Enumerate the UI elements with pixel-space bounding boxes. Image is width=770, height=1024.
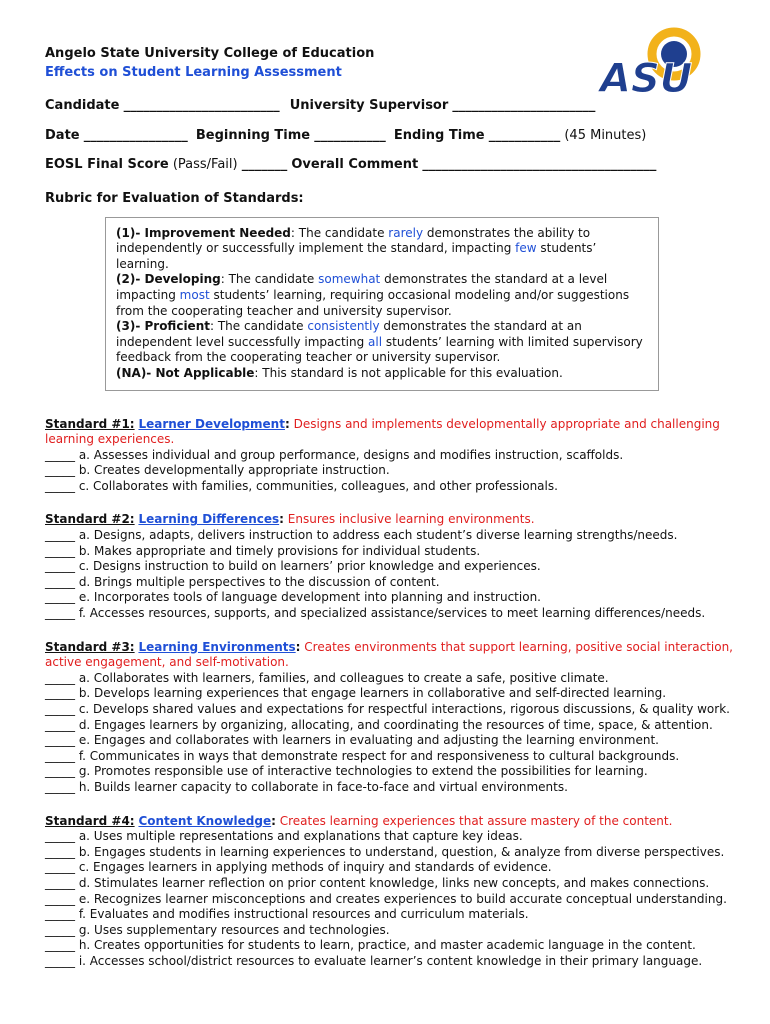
date-label: Date [45, 127, 80, 143]
standard-item[interactable]: _____ c. Develops shared values and expectations for respectful interactions, rigorous discussions, & quality work. [45, 702, 730, 716]
duration-note: (45 Minutes) [564, 127, 647, 143]
standard-item[interactable]: _____ b. Creates developmentally appropriate instruction. [45, 463, 390, 478]
rubric-level-label: (2)- Developing [116, 272, 221, 287]
standard-item[interactable]: _____ g. Uses supplementary resources and technologies. [45, 922, 390, 937]
rubric-level [116, 319, 648, 366]
date-row [45, 128, 735, 144]
rubric-level-label: (3)- Proficient [116, 319, 210, 334]
standard-description: Designs and implements developmentally appropriate and challenging learning experiences. [45, 416, 720, 447]
standard-item[interactable]: _____ e. Recognizes learner misconceptions and creates experiences to build accurate conceptual understanding. [45, 891, 727, 906]
standard-item[interactable]: _____ c. Engages learners in applying methods of inquiry and standards of evidence. [45, 860, 552, 875]
standard-item[interactable]: _____ f. Evaluates and modifies instructional resources and curriculum materials. [45, 907, 529, 922]
standard-item[interactable]: _____ b. Develops learning experiences that engage learners in collaborative and self-directed learning. [45, 686, 667, 701]
standard-description: Creates environments that support learning, positive social interaction, active engagement, and self-motivation. [45, 639, 733, 670]
beginning-time-field[interactable]: ___________ [314, 127, 386, 143]
rubric-level-text: students’ learning with limited supervisory feedback from the cooperating teacher or university supervisor. [116, 334, 643, 365]
standard-item[interactable]: _____ b. Engages students in learning experiences to understand, question, & analyze from diverse perspectives. [45, 844, 725, 859]
standard-heading [45, 640, 735, 671]
score-row [45, 157, 735, 173]
standard-item[interactable]: _____ d. Brings multiple perspectives to the discussion of content. [45, 574, 440, 589]
standards-list [45, 417, 735, 970]
standard-colon: : [279, 512, 284, 527]
standard-section [45, 814, 735, 970]
standard-item[interactable]: _____ a. Designs, adapts, delivers instruction to address each student’s diverse learning strengths/needs. [45, 528, 678, 543]
ending-time-field[interactable]: ___________ [488, 127, 561, 143]
beginning-time-label: Beginning Time [195, 127, 311, 143]
standard-colon: : [271, 813, 276, 828]
form-page [45, 46, 735, 970]
standard-section [45, 640, 735, 796]
final-score-label: EOSL Final Score [45, 157, 169, 173]
rubric-level-text: students’ learning. [116, 241, 597, 271]
standard-item[interactable]: _____ a. Assesses individual and group performance, designs and modifies instruction, scaffolds. [45, 447, 624, 462]
standard-heading [45, 417, 735, 448]
rubric-keyword: consistently [307, 319, 380, 334]
rubric-level-text: : The candidate [209, 319, 308, 334]
standard-item[interactable]: _____ f. Accesses resources, supports, and specialized assistance/services to meet learning differences/needs. [45, 606, 706, 621]
standard-description: Ensures inclusive learning environments. [283, 512, 535, 527]
rubric-level-text: demonstrates the ability to independently or successfully implement the standard, impacting [116, 225, 591, 256]
rubric-level-text: : This standard is not applicable for this evaluation. [254, 365, 563, 380]
standard-number: Standard #4: [45, 813, 135, 828]
standard-item[interactable]: _____ g. Promotes responsible use of interactive technologies to extend the possibilities for learning. [45, 764, 648, 779]
rubric-keyword: somewhat [318, 272, 381, 287]
standard-number: Standard #1: [45, 416, 135, 431]
rubric-keyword: most [179, 287, 210, 302]
standard-name: Learner Development [138, 416, 285, 431]
standard-item[interactable]: _____ d. Stimulates learner reflection on prior content knowledge, links new concepts, and makes connections. [45, 875, 710, 890]
rubric-level-text: students’ learning, requiring occasional modeling and/or suggestions from the cooperating teacher and university supervisor. [116, 287, 630, 318]
overall-comment-label: Overall Comment [291, 157, 419, 173]
standard-heading [45, 512, 735, 528]
form-title: Effects on Student Learning Assessment [45, 64, 342, 80]
candidate-row [45, 98, 735, 114]
standard-name: Learning Differences [138, 512, 280, 527]
candidate-label: Candidate [45, 98, 120, 114]
standard-item[interactable]: _____ f. Communicates in ways that demonstrate respect for and responsiveness to cultural backgrounds. [45, 748, 680, 763]
final-score-hint: (Pass/Fail) [172, 157, 238, 173]
supervisor-field[interactable]: ______________________ [452, 98, 596, 114]
standard-item[interactable]: _____ e. Incorporates tools of language development into planning and instruction. [45, 590, 541, 605]
logo-text: ASU [600, 56, 693, 98]
standard-item[interactable]: _____ e. Engages and collaborates with learners in evaluating and adjusting the learning environment. [45, 733, 659, 748]
standard-item[interactable]: _____ i. Accesses school/district resources to evaluate learner’s content knowledge in their primary language. [45, 953, 703, 968]
standard-item[interactable]: _____ b. Makes appropriate and timely provisions for individual students. [45, 543, 481, 558]
standard-name: Content Knowledge [138, 813, 272, 828]
rubric-keyword: rarely [388, 225, 424, 240]
rubric-level-label: (NA)- Not Applicable [116, 365, 255, 380]
standard-section [45, 512, 735, 621]
institution-title: Angelo State University College of Education [45, 46, 375, 61]
standard-description: Creates learning experiences that assure mastery of the content. [275, 813, 673, 828]
rubric-box [105, 217, 659, 391]
standard-item[interactable]: _____ a. Uses multiple representations and explanations that capture key ideas. [45, 829, 523, 844]
rubric-level-text: : The candidate [220, 272, 319, 287]
standard-colon: : [284, 416, 290, 431]
rubric-keyword: all [368, 334, 383, 349]
date-field[interactable]: ________________ [83, 127, 188, 143]
rubric-title: Rubric for Evaluation of Standards: [45, 190, 304, 206]
standard-number: Standard #3: [45, 639, 135, 654]
final-score-field[interactable]: _______ [241, 157, 288, 173]
standard-number: Standard #2: [45, 512, 135, 527]
standard-section [45, 417, 735, 495]
supervisor-label: University Supervisor [289, 98, 449, 114]
rubric-level-text: demonstrates the standard at a level impacting [116, 272, 608, 302]
standard-item[interactable]: _____ d. Engages learners by organizing, allocating, and coordinating the resources of time, space, & attention. [45, 717, 713, 732]
candidate-field[interactable]: ________________________ [123, 98, 280, 114]
standard-item[interactable]: _____ a. Collaborates with learners, families, and colleagues to create a safe, positive climate. [45, 670, 609, 685]
rubric-keyword: few [515, 241, 537, 256]
rubric-level [116, 272, 648, 319]
overall-comment-field[interactable]: ____________________________________ [422, 157, 657, 173]
rubric-level-text: demonstrates the standard at an independent level successfully impacting [116, 319, 582, 349]
standard-item[interactable]: _____ h. Builds learner capacity to collaborate in face-to-face and virtual environments. [45, 779, 568, 794]
rubric-level [116, 226, 648, 273]
rubric-level-label: (1)- Improvement Needed [116, 225, 291, 240]
standard-colon: : [295, 639, 301, 654]
standard-heading [45, 814, 735, 830]
ending-time-label: Ending Time [393, 127, 485, 143]
rubric-level [116, 366, 648, 382]
standard-name: Learning Environments [138, 639, 296, 654]
standard-item[interactable]: _____ c. Designs instruction to build on learners’ prior knowledge and experiences. [45, 559, 541, 574]
standard-item[interactable]: _____ h. Creates opportunities for students to learn, practice, and master academic language in the content. [45, 938, 696, 953]
standard-item[interactable]: _____ c. Collaborates with families, communities, colleagues, and other professionals. [45, 478, 558, 493]
rubric-level-text: : The candidate [290, 225, 389, 240]
